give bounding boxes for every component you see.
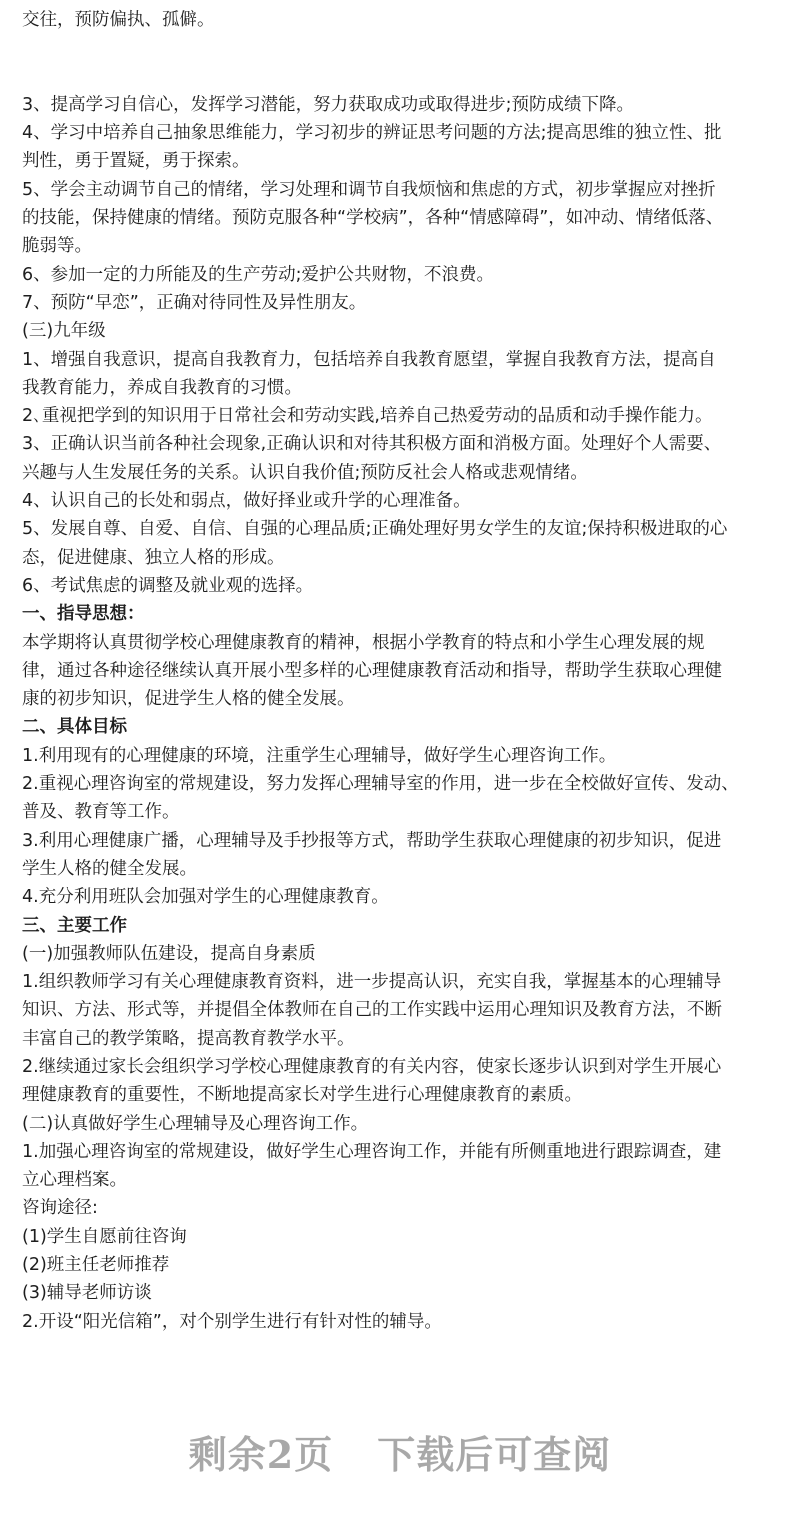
section-heading: 三、主要工作 — [22, 915, 127, 936]
text-line: 兴趣与人生发展任务的关系。认识自我价值;预防反社会人格或悲观情绪。 — [22, 462, 588, 483]
text-line: (三)九年级 — [22, 321, 106, 342]
text-line: 1.加强心理咨询室的常规建设，做好学生心理咨询工作，并能有所侧重地进行跟踪调查，建 — [22, 1141, 722, 1162]
text-line: 1.利用现有的心理健康的环境，注重学生心理辅导，做好学生心理咨询工作。 — [22, 745, 617, 766]
text-line: 2.继续通过家长会组织学习学校心理健康教育的有关内容，使家长逐步认识到对学生开展心 — [22, 1056, 722, 1077]
section-heading: 一、指导思想： — [22, 604, 145, 625]
text-line: 我教育能力，养成自我教育的习惯。 — [22, 377, 302, 398]
text-line: 6、考试焦虑的调整及就业观的选择。 — [22, 575, 314, 596]
preview-limit-banner[interactable] — [0, 1424, 800, 1479]
text-line: 3、正确认识当前各种社会现象,正确认识和对待其积极方面和消极方面。处理好个人需要、 — [22, 434, 722, 455]
text-line: 判性，勇于置疑，勇于探索。 — [22, 151, 250, 172]
text-line: 普及、教育等工作。 — [22, 802, 180, 823]
text-line: 交往，预防偏执、孤僻。 — [22, 10, 215, 30]
text-line: 理健康教育的重要性，不断地提高家长对学生进行心理健康教育的素质。 — [22, 1085, 582, 1106]
text-line: 6、参加一定的力所能及的生产劳动;爱护公共财物，不浪费。 — [22, 264, 495, 285]
text-line: (二)认真做好学生心理辅导及心理咨询工作。 — [22, 1113, 369, 1134]
download-to-view-text: 下载后可查阅 — [377, 1432, 612, 1477]
text-line: 的技能，保持健康的情绪。预防克服各种“学校病”，各种“情感障碍”，如冲动、情绪低落、 — [22, 208, 724, 229]
text-line: 3.利用心理健康广播，心理辅导及手抄报等方式，帮助学生获取心理健康的初步知识，促进 — [22, 830, 722, 851]
text-line: 2.重视心理咨询室的常规建设，努力发挥心理辅导室的作用，进一步在全校做好宣传、发动、 — [22, 774, 739, 795]
text-line — [22, 63, 782, 91]
text-line — [22, 34, 782, 62]
text-line: 1.组织教师学习有关心理健康教育资料，进一步提高认识，充实自我，掌握基本的心理辅导 — [22, 972, 722, 993]
text-line: 1、增强自我意识，提高自我教育力，包括培养自我教育愿望，掌握自我教育方法，提高自 — [22, 349, 716, 370]
text-line: 丰富自己的教学策略，提高教育教学水平。 — [22, 1028, 355, 1049]
text-line: 脆弱等。 — [22, 236, 92, 257]
text-line: 7、预防“早恋”，正确对待同性及异性朋友。 — [22, 292, 367, 313]
text-line: 咨询途径: — [22, 1198, 98, 1219]
text-line: 4、学习中培养自己抽象思维能力，学习初步的辨证思考问题的方法;提高思维的独立性、批 — [22, 123, 722, 144]
text-line: 5、学会主动调节自己的情绪，学习处理和调节自我烦恼和焦虑的方式，初步掌握应对挫折 — [22, 179, 716, 200]
document-body — [22, 6, 782, 1336]
text-line: 5、发展自尊、自爱、自信、自强的心理品质;正确处理好男女学生的友谊;保持积极进取的心 — [22, 519, 728, 540]
text-line: 康的初步知识，促进学生人格的健全发展。 — [22, 689, 355, 710]
text-line: 学生人格的健全发展。 — [22, 858, 197, 879]
text-line: (3)辅导老师访谈 — [22, 1283, 152, 1304]
text-line: 2.开设“阳光信箱”，对个别学生进行有针对性的辅导。 — [22, 1311, 442, 1332]
remaining-pages-text: 剩余2页 — [188, 1432, 334, 1477]
text-line: 3、提高学习自信心，发挥学习潜能，努力获取成功或取得进步;预防成绩下降。 — [22, 94, 635, 115]
text-line: 立心理档案。 — [22, 1170, 127, 1191]
section-heading: 二、具体目标 — [22, 717, 127, 738]
text-line: (1)学生自愿前往咨询 — [22, 1226, 187, 1247]
text-line: 4、认识自己的长处和弱点，做好择业或升学的心理准备。 — [22, 491, 471, 512]
text-line: 知识、方法、形式等，并提倡全体教师在自己的工作实践中运用心理知识及教育方法，不断 — [22, 1000, 722, 1021]
text-line: 律，通过各种途径继续认真开展小型多样的心理健康教育活动和指导，帮助学生获取心理健 — [22, 660, 722, 681]
text-line: 本学期将认真贯彻学校心理健康教育的精神，根据小学教育的特点和小学生心理发展的规 — [22, 632, 705, 653]
text-line: (一)加强教师队伍建设，提高自身素质 — [22, 943, 316, 964]
text-line: 2､重视把学到的知识用于日常社会和劳动实践,培养自己热爱劳动的品质和动手操作能力。 — [22, 406, 713, 427]
text-line: (2)班主任老师推荐 — [22, 1255, 170, 1276]
text-line: 4.充分利用班队会加强对学生的心理健康教育。 — [22, 887, 389, 908]
text-line: 态，促进健康、独立人格的形成。 — [22, 547, 285, 568]
